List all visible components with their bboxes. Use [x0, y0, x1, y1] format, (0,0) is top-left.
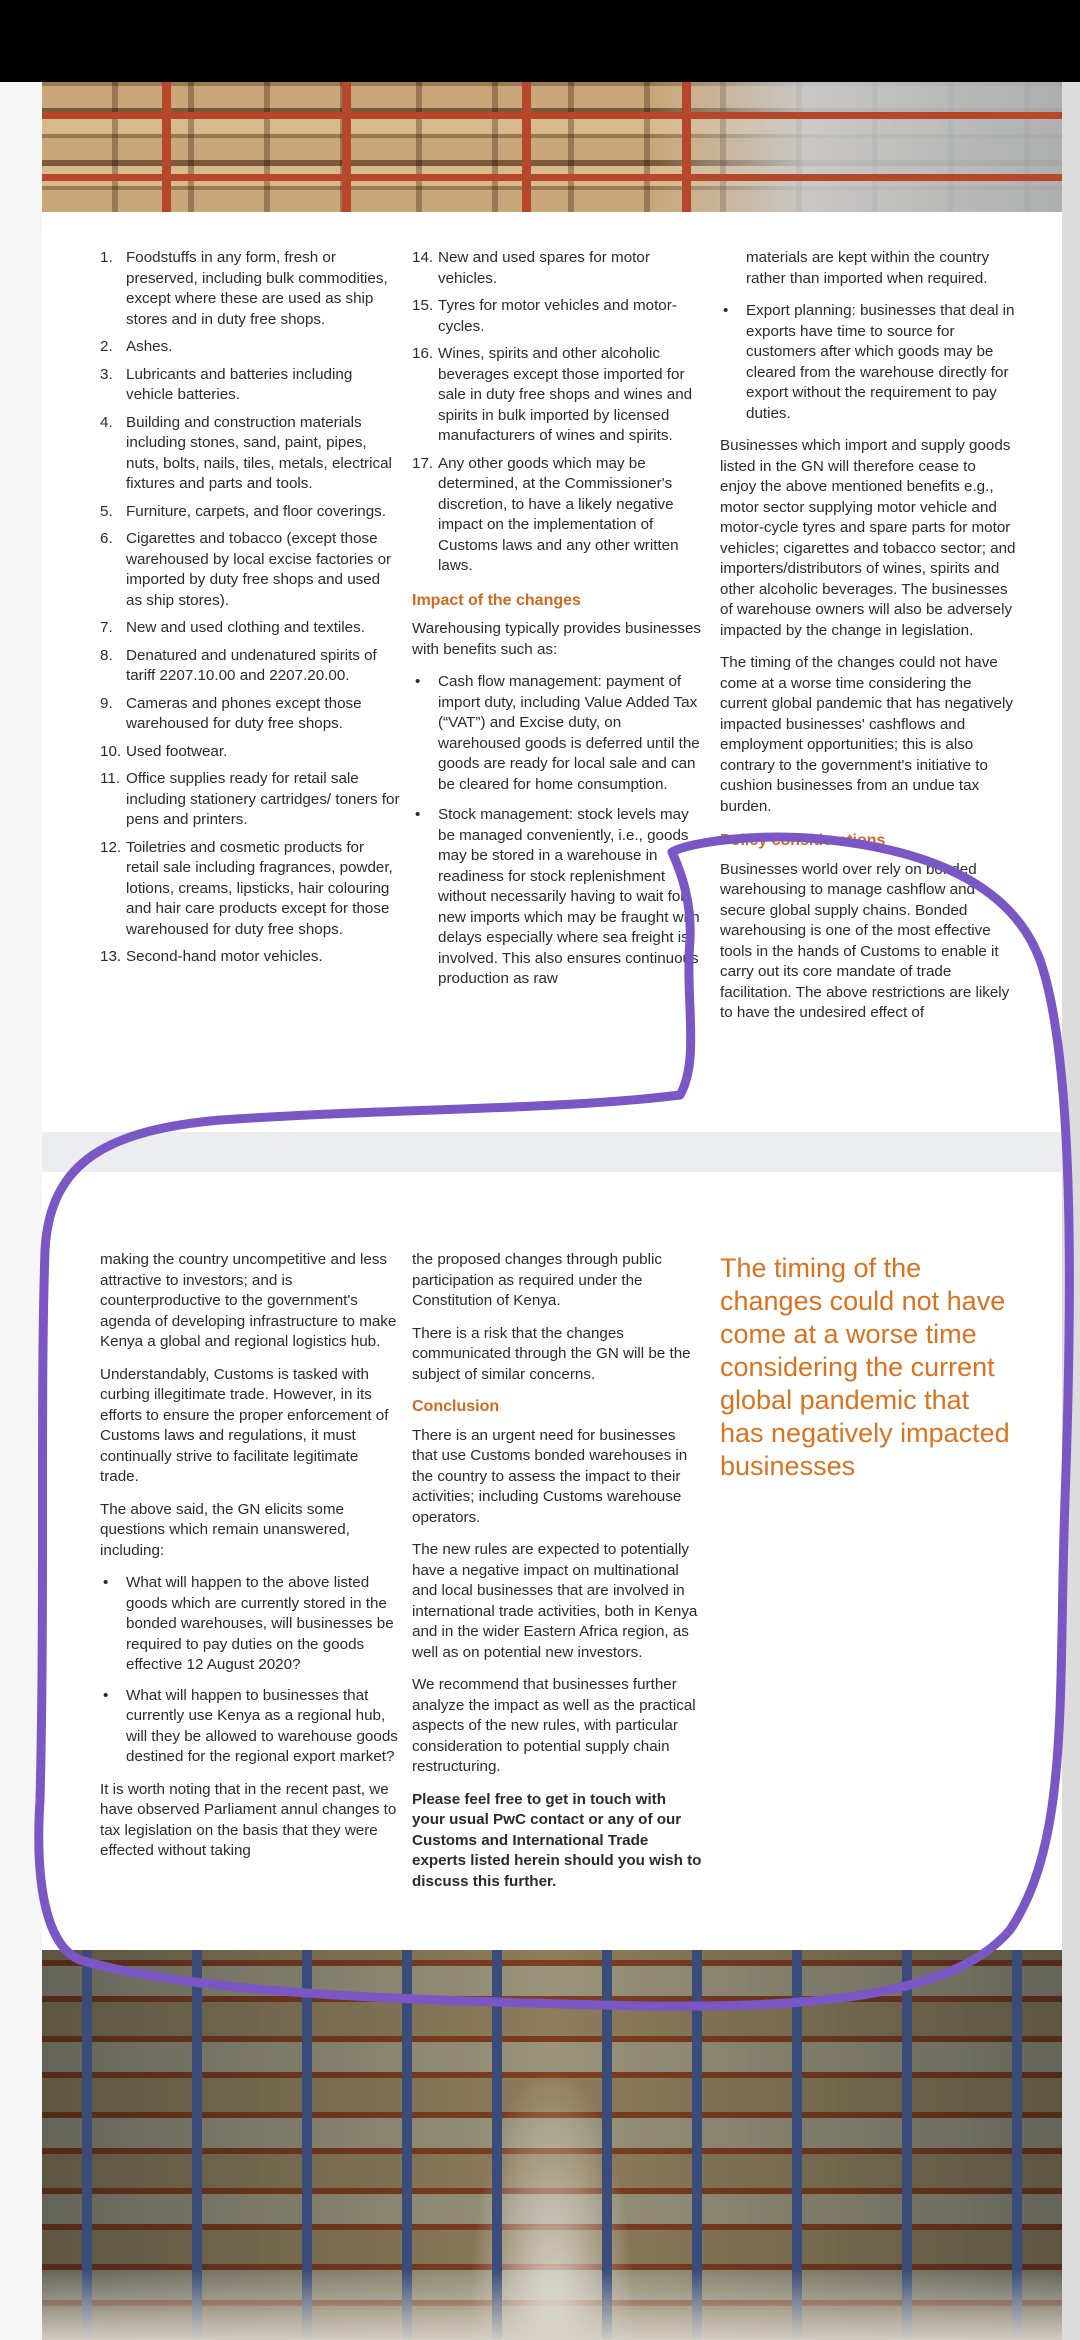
- questions-list: [100, 1573, 400, 1768]
- list-item: 11. Office supplies ready for retail sale including stationery cartridges/ toners for pens and printers.: [100, 770, 400, 828]
- list-item: 12. Toiletries and cosmetic products for retail sale including fragrances, powder, lotions, creams, lipsticks, hair colouring and hair care products except for those warehoused for duty free shops.: [100, 838, 393, 938]
- list-item: 2. Ashes.: [100, 338, 173, 355]
- list-item: • What will happen to businesses that currently use Kenya as a regional hub, will they be allowed to warehouse goods destined for the regional export market?: [103, 1686, 398, 1765]
- list-item: 4. Building and construction materials including stones, sand, paint, pipes, nuts, bolts, nails, tiles, metals, electrical fixtures and parts and tools.: [100, 413, 392, 492]
- list-item: 15. Tyres for motor vehicles and motor-cycles.: [412, 297, 677, 335]
- page1-column-1: [100, 248, 400, 975]
- page1-column-3: [720, 248, 1016, 1036]
- status-bar: [0, 0, 1080, 82]
- benefits-list: [412, 672, 702, 990]
- paragraph: the proposed changes through public participation as required under the Constitution of Kenya.: [412, 1251, 662, 1309]
- contact-paragraph: Please feel free to get in touch with your usual PwC contact or any of our Customs and International Trade experts listed herein should you wish to discuss this further.: [412, 1790, 702, 1890]
- section-heading-impact: Impact of the changes: [412, 591, 581, 609]
- list-item: • Stock management: stock levels may be managed conveniently, i.e., goods may be stored in a warehouse in readiness for stock replenishment without necessarily having to wait for new imports which may be fraught with delays especially where sea freight is involved. This also ensures continuous production as raw: [415, 806, 700, 987]
- section-heading-policy: Policy considerations: [720, 832, 886, 849]
- list-item: • What will happen to the above listed goods which are currently stored in the bonded warehouses, will businesses be required to pay duties on the goods effective 12 August 2020?: [103, 1574, 394, 1673]
- paragraph: making the country uncompetitive and less attractive to investors; and is counterproductive to the government's agenda of developing infrastructure to make Kenya a global and regional logistics hub.: [100, 1251, 397, 1350]
- list-item: 14. New and used spares for motor vehicles.: [412, 249, 650, 287]
- section-heading-conclusion: Conclusion: [412, 1398, 500, 1415]
- list-item: 17. Any other goods which may be determined, at the Commissioner's discretion, to have a likely negative impact on the implementation of Customs laws and any other written laws.: [412, 454, 679, 574]
- paragraph: The timing of the changes could not have come at a worse time considering the current global pandemic that has negatively impacted businesses' cashflows and employment opportunities; this is also contrary to the government's initiative to cushion businesses from an undue tax burden.: [720, 654, 1013, 815]
- list-item: 8. Denatured and undenatured spirits of tariff 2207.10.00 and 2207.20.00.: [100, 646, 377, 684]
- restricted-goods-list: [100, 248, 400, 968]
- benefits-list-continued: [720, 301, 1016, 424]
- right-margin: [1062, 82, 1080, 2340]
- list-item: 6. Cigarettes and tobacco (except those warehoused by local excise factories or imported by duty free shops and used as ship stores).: [100, 530, 392, 609]
- page1-column-2: [412, 248, 702, 1002]
- paragraph: Businesses which import and supply goods listed in the GN will therefore cease to enjoy the above mentioned benefits e.g., motor sector supplying motor vehicle and motor-cycle tyres and spare parts for motor vehicles; cigarettes and tobacco sector; and importers/distributors of wines, spirits and other alcoholic beverages. The businesses of warehouse owners will also be adversely impacted by the change in legislation.: [720, 437, 1016, 639]
- paragraph: The new rules are expected to potentially have a negative impact on multinational and local businesses that are involved in international trade activities, both in Kenya and in the wider Eastern Africa region, as well as on potential new investors.: [412, 1541, 698, 1661]
- list-item: 10. Used footwear.: [100, 742, 228, 760]
- document-page-1: [42, 212, 1062, 1132]
- pull-quote: The timing of the changes could not have come at a worse time considering the current global pandemic that has negatively impacted businesses: [720, 1253, 1010, 1481]
- list-item: 5. Furniture, carpets, and floor coverings.: [100, 502, 386, 520]
- list-item: 13. Second-hand motor vehicles.: [100, 948, 323, 965]
- left-margin: [0, 82, 42, 2340]
- paragraph: Businesses world over rely on bonded warehousing to manage cashflow and secure global supply chains. Bonded warehousing is one of the most effective tools in the hands of Customs to enable it carry out its core mandate of trade facilitation. The above restrictions are likely to have the undesired effect of: [720, 860, 1010, 1021]
- paragraph: The above said, the GN elicits some questions which remain unanswered, including:: [100, 1500, 350, 1559]
- paragraph: We recommend that businesses further analyze the impact as well as the practical aspects of the new rules, with particular consideration to potential supply chain restructuring.: [412, 1676, 696, 1775]
- list-item: 9. Cameras and phones except those warehoused for duty free shops.: [100, 694, 362, 732]
- warehouse-photo-bottom: [42, 1950, 1062, 2340]
- paragraph: It is worth noting that in the recent past, we have observed Parliament annul changes to tax legislation on the basis that they were effected without taking: [100, 1780, 397, 1859]
- paragraph: There is a risk that the changes communicated through the GN will be the subject of similar concerns.: [412, 1324, 691, 1383]
- document-page-2: [42, 1172, 1062, 1950]
- list-item: 7. New and used clothing and textiles.: [100, 619, 365, 636]
- list-item: 1. Foodstuffs in any form, fresh or preserved, including bulk commodities, except where these are used as ship stores and in duty free shops.: [100, 249, 388, 328]
- page2-column-1: [100, 1250, 400, 1874]
- paragraph: Warehousing typically provides businesses with benefits such as:: [412, 620, 701, 658]
- paragraph: Understandably, Customs is tasked with curbing illegitimate trade. However, in its efforts to ensure the proper enforcement of Customs laws and regulations, it must continually strive to facilitate legitimate trade.: [100, 1365, 389, 1485]
- list-item: 3. Lubricants and batteries including vehicle batteries.: [100, 365, 353, 403]
- list-item: • Export planning: businesses that deal in exports have time to source for customers after which goods may be cleared from the warehouse directly for export without the requirement to pay duties.: [723, 302, 1015, 422]
- paragraph: There is an urgent need for businesses that use Customs bonded warehouses in the country to assess the impact to their activities; including Customs warehouse operators.: [412, 1426, 688, 1526]
- list-item: • Cash flow management: payment of import duty, including Value Added Tax (“VAT”) and Excise duty, on warehoused goods is deferred until the goods are ready for local sale and can be cleared for home consumption.: [415, 673, 700, 793]
- paragraph: materials are kept within the country rather than imported when required.: [746, 249, 990, 287]
- list-item: 16. Wines, spirits and other alcoholic beverages except those imported for sale in duty free shops and wines and spirits in bulk imported by licensed manufacturers of wines and spirits.: [412, 345, 693, 444]
- page2-column-2: [412, 1250, 702, 1904]
- warehouse-photo-top: [42, 82, 1062, 212]
- restricted-goods-list-continued: [412, 248, 702, 577]
